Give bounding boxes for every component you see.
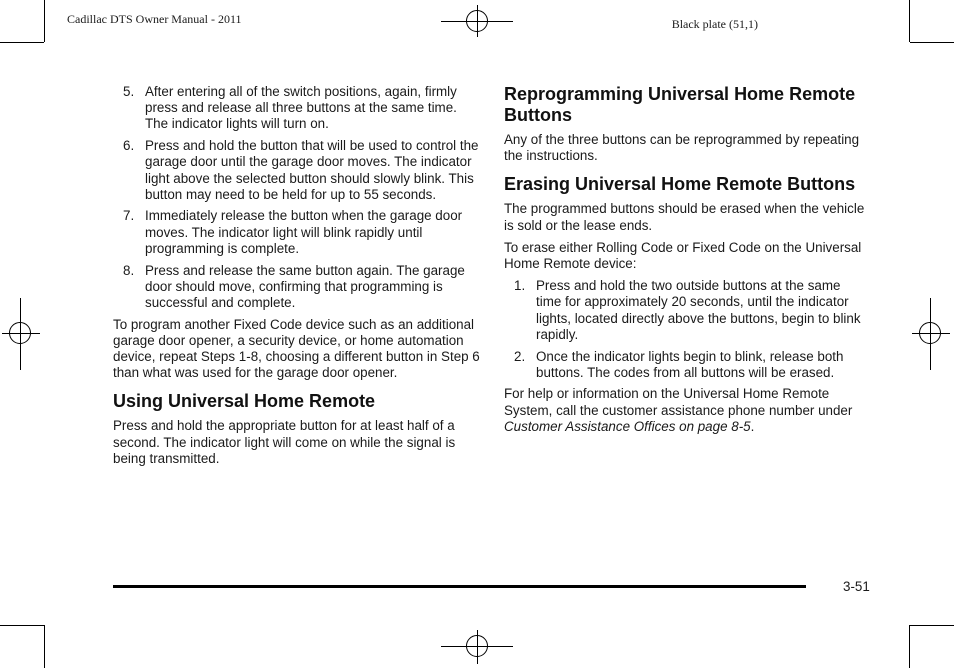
erase-steps-list xyxy=(504,278,866,381)
help-text: For help or information on the Universal Home Remote System, call the customer assistance phone number under xyxy=(504,386,853,418)
heading-reprogramming: Reprogramming Universal Home Remote Buttons xyxy=(504,84,856,125)
step-number: 8. xyxy=(123,262,135,278)
list-item xyxy=(504,278,866,343)
paragraph-other-device: To program another Fixed Code device such as an additional garage door opener, a security device, or home automation device, repeat Steps 1-8, choosing a different button in Step 6 than what was used for the garage door opener. xyxy=(113,316,480,381)
list-item xyxy=(504,349,866,381)
header-title: Cadillac DTS Owner Manual - 2011 xyxy=(67,12,242,26)
heading-using-remote: Using Universal Home Remote xyxy=(113,391,376,412)
step-number: 6. xyxy=(123,138,135,154)
step-text: After entering all of the switch positions, again, firmly press and release all three buttons at the same time. The indicator lights will turn on. xyxy=(145,84,457,132)
help-text-suffix: . xyxy=(750,418,755,434)
steps-list xyxy=(113,84,481,311)
registration-circle-icon xyxy=(466,10,488,32)
right-column xyxy=(504,84,866,441)
step-text: Press and hold the button that will be used to control the garage door until the garage door moves. The indicator light above the selected button should slowly blink. This button may need to be held for up to 55 seconds. xyxy=(145,138,479,202)
crop-mark xyxy=(910,42,954,43)
paragraph-reprogramming: Any of the three buttons can be reprogrammed by repeating the instructions. xyxy=(504,132,860,164)
paragraph-using-remote: Press and hold the appropriate button for at least half of a second. The indicator light will come on while the signal is being transmitted. xyxy=(113,418,456,466)
paragraph-erasing-2: To erase either Rolling Code or Fixed Code on the Universal Home Remote device: xyxy=(504,239,862,272)
page-number: 3-51 xyxy=(843,579,870,594)
left-column xyxy=(113,84,481,473)
list-item xyxy=(113,84,481,133)
paragraph-help xyxy=(504,386,866,435)
crop-mark xyxy=(44,625,45,668)
list-item xyxy=(113,208,481,257)
registration-circle-icon xyxy=(466,635,488,657)
crop-mark xyxy=(909,625,910,668)
paragraph-erasing-1: The programmed buttons should be erased when the vehicle is sold or the lease ends. xyxy=(504,201,865,233)
crop-mark xyxy=(909,0,910,42)
step-number: 5. xyxy=(123,84,135,99)
list-item xyxy=(113,263,481,312)
help-reference-link[interactable]: Customer Assistance Offices on page 8-5 xyxy=(504,418,751,434)
step-text: Immediately release the button when the garage door moves. The indicator light will blink rapidly until programming is complete. xyxy=(145,208,463,256)
crop-mark xyxy=(910,625,954,626)
step-number: 1. xyxy=(514,278,526,294)
list-item xyxy=(113,138,481,203)
crop-mark xyxy=(0,625,44,626)
step-number: 2. xyxy=(514,348,526,364)
crop-mark xyxy=(44,0,45,42)
registration-circle-icon xyxy=(919,322,941,344)
step-text: Press and hold the two outside buttons at the same time for approximately 20 seconds, until the indicator lights, located directly above the buttons, begin to blink rapidly. xyxy=(536,278,861,342)
crop-mark xyxy=(0,42,44,43)
step-text: Once the indicator lights begin to blink, release both buttons. The codes from all buttons will be erased. xyxy=(536,348,844,380)
footer-rule xyxy=(113,585,806,588)
step-number: 7. xyxy=(123,208,135,224)
registration-circle-icon xyxy=(9,322,31,344)
step-text: Press and release the same button again. The garage door should move, confirming that programming is successful and complete. xyxy=(145,262,465,310)
heading-erasing: Erasing Universal Home Remote Buttons xyxy=(504,174,856,195)
header-plate: Black plate (51,1) xyxy=(671,17,758,31)
